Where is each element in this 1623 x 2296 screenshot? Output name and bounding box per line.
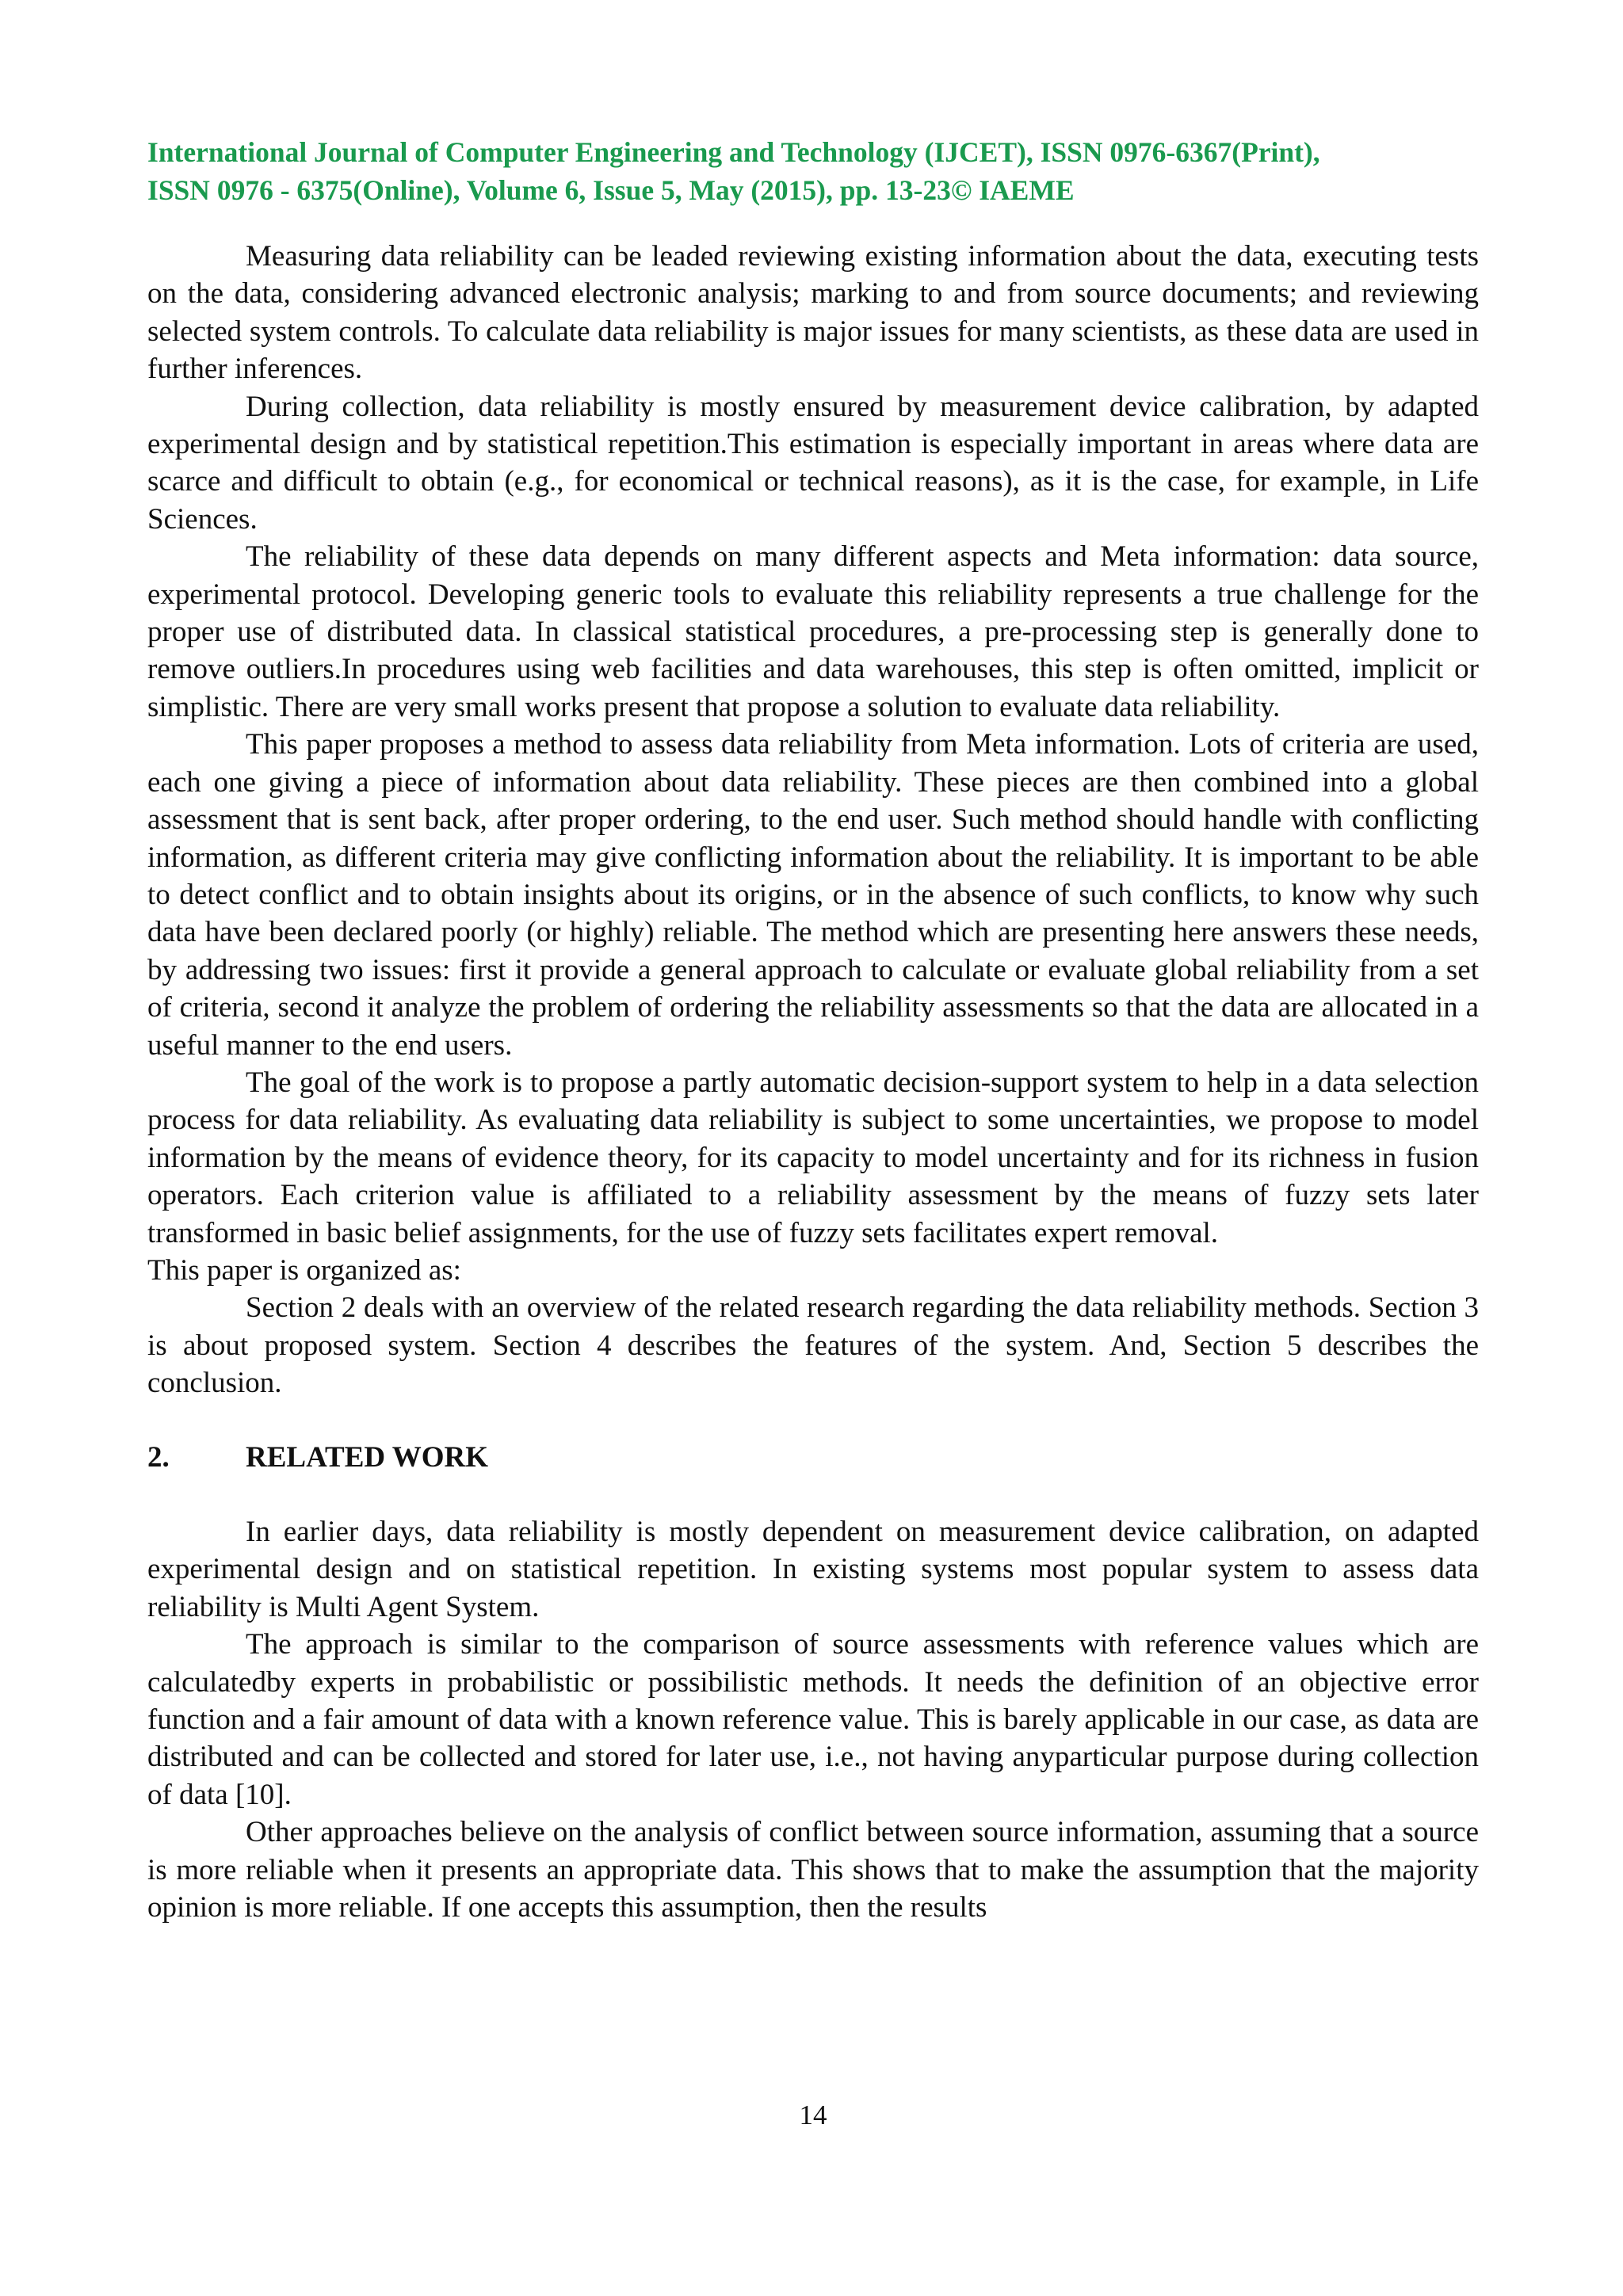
journal-header-line-2: ISSN 0976 - 6375(Online), Volume 6, Issue 5, May (2015), pp. 13-23© IAEME xyxy=(147,174,1075,206)
paragraph: The approach is similar to the comparison of source assessments with reference values which are calculatedby experts in probabilistic or possibilistic methods. It needs the definition of an objective error function and a fair amount of data with a known reference value. This is barely applicable in our case, as data are distributed and can be collected and stored for later use, i.e., not having anyparticular purpose during collection of data [10]. xyxy=(147,1628,1479,1811)
journal-header xyxy=(147,133,1479,209)
section-heading-related-work xyxy=(147,1439,1479,1476)
page-number: 14 xyxy=(799,2100,827,2130)
paragraph: This paper proposes a method to assess data reliability from Meta information. Lots of criteria are used, each one giving a piece of information about data reliability. These pieces are then combined into a global assessment that is sent back, after proper ordering, to the end user. Such method should handle with conflicting information, as different criteria may give conflicting information about the reliability. It is important to be able to detect conflict and to obtain insights about its origins, or in the absence of such conflicts, to know why such data have been declared poorly (or highly) reliable. The method which are presenting here answers these needs, by addressing two issues: first it provide a general approach to calculate or evaluate global reliability from a set of criteria, second it analyze the problem of ordering the reliability assessments so that the data are allocated in a useful manner to the end users. xyxy=(147,728,1479,1062)
paragraph: Section 2 deals with an overview of the related research regarding the data reliability methods. Section 3 is about proposed system. Section 4 describes the features of the system. And, Section 5 describes the conclusion. xyxy=(147,1291,1479,1400)
section-number: 2. xyxy=(147,1440,170,1474)
paragraph: The goal of the work is to propose a partly automatic decision-support system to help in a data selection process for data reliability. As evaluating data reliability is subject to some uncertainties, we propose to model information by the means of evidence theory, for its capacity to model uncertainty and for its richness in fusion operators. Each criterion value is affiliated to a reliability assessment by the means of fuzzy sets later transformed in basic belief assignments, for the use of fuzzy sets facilitates expert removal. xyxy=(147,1066,1479,1249)
paragraph: In earlier days, data reliability is mostly dependent on measurement device calibration, on adapted experimental design and on statistical repetition. In existing systems most popular system to assess data reliability is Multi Agent System. xyxy=(147,1516,1479,1623)
journal-header-line-1: International Journal of Computer Engineering and Technology (IJCET), ISSN 0976-6367(Print), xyxy=(147,136,1320,168)
paragraph: Other approaches believe on the analysis of conflict between source information, assuming that a source is more reliable when it presents an appropriate data. This shows that to make the assumption that the majority opinion is more reliable. If one accepts this assumption, then the results xyxy=(147,1816,1479,1924)
body-text xyxy=(147,238,1479,1926)
paragraph-organization: This paper is organized as: xyxy=(147,1253,461,1287)
section-title: RELATED WORK xyxy=(246,1440,488,1474)
paper-page xyxy=(147,0,1479,2296)
paragraph: The reliability of these data depends on many different aspects and Meta information: data source, experimental protocol. Developing generic tools to evaluate this reliability represents a true challenge for the proper use of distributed data. In classical statistical procedures, a pre-processing step is generally done to remove outliers.In procedures using web facilities and data warehouses, this step is often omitted, implicit or simplistic. There are very small works present that propose a solution to evaluate data reliability. xyxy=(147,540,1479,723)
paragraph: During collection, data reliability is mostly ensured by measurement device calibration, by adapted experimental design and by statistical repetition.This estimation is especially important in areas where data are scarce and difficult to obtain (e.g., for economical or technical reasons), as it is the case, for example, in Life Sciences. xyxy=(147,390,1479,536)
paragraph: Measuring data reliability can be leaded reviewing existing information about the data, executing tests on the data, considering advanced electronic analysis; marking to and from source documents; and reviewing selected system controls. To calculate data reliability is major issues for many scientists, as these data are used in further inferences. xyxy=(147,240,1479,386)
